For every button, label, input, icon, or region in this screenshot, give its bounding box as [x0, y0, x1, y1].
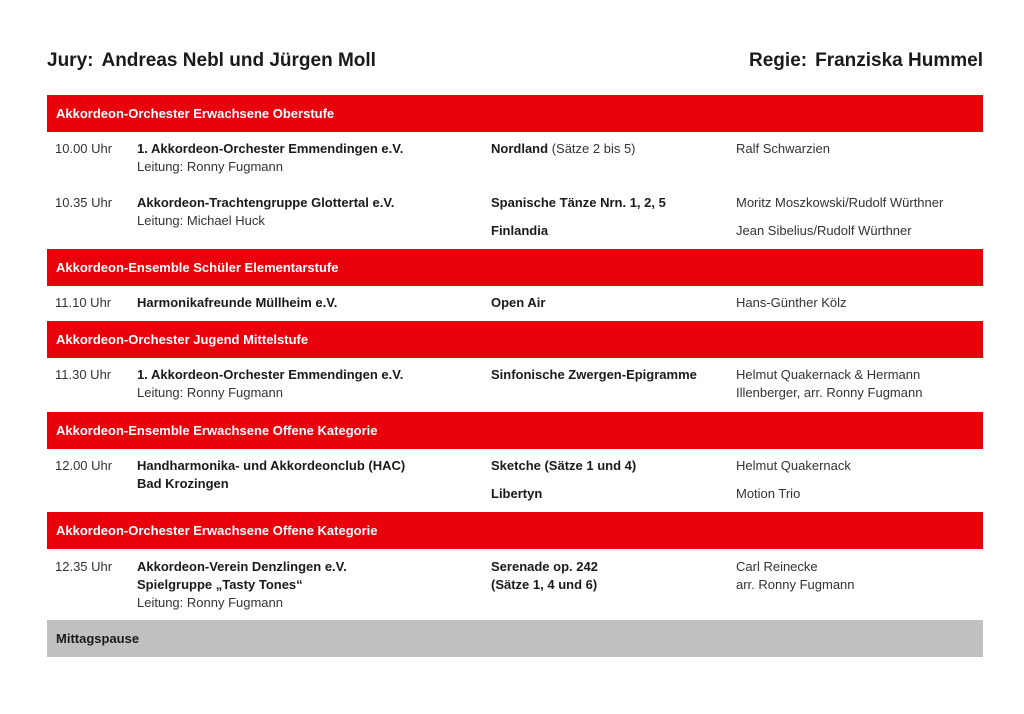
ensemble — [137, 194, 477, 230]
piece — [491, 558, 726, 594]
composer — [736, 457, 981, 503]
ensemble-name: Handharmonika- und Akkordeonclub (HAC) — [137, 458, 406, 473]
ensemble-leader: Leitung: Ronny Fugmann — [137, 385, 283, 400]
composer-name: Jean Sibelius/Rudolf Würthner — [736, 223, 912, 238]
jury-names: Andreas Nebl und Jürgen Moll — [101, 50, 376, 71]
piece-title-line2: (Sätze 1, 4 und 6) — [491, 577, 598, 592]
schedule-row — [47, 457, 983, 512]
ensemble-name: 1. Akkordeon-Orchester Emmendingen e.V. — [137, 141, 404, 156]
regie-label: Regie: — [749, 50, 808, 71]
category-title: Akkordeon-Orchester Jugend Mittelstufe — [47, 321, 983, 358]
category-title: Akkordeon-Ensemble Schüler Elementarstufe — [47, 249, 983, 286]
piece — [491, 194, 726, 240]
composer: Hans-Günther Kölz — [736, 295, 847, 310]
time: 10.00 Uhr — [55, 141, 113, 156]
ensemble-name: Bad Krozingen — [137, 476, 229, 491]
break-bar: Mittagspause — [47, 620, 983, 657]
regie-info — [749, 50, 983, 72]
ensemble — [137, 294, 477, 312]
piece-title: Finlandia — [491, 223, 549, 238]
composer-line: Helmut Quakernack & Hermann — [736, 367, 921, 382]
composer-line: Illenberger, arr. Ronny Fugmann — [736, 385, 923, 400]
piece — [491, 140, 726, 158]
category-title: Akkordeon-Orchester Erwachsene Offene Kategorie — [47, 512, 983, 549]
category-section — [47, 321, 983, 420]
jury-info — [47, 50, 376, 72]
ensemble-leader: Leitung: Michael Huck — [137, 213, 265, 228]
piece-note: (Sätze 2 bis 5) — [551, 141, 636, 156]
composer-name: Helmut Quakernack — [736, 458, 851, 473]
time: 11.30 Uhr — [55, 367, 112, 382]
schedule-row — [47, 558, 983, 628]
composer — [736, 366, 981, 402]
ensemble-leader: Leitung: Ronny Fugmann — [137, 159, 283, 174]
schedule-row — [47, 194, 983, 249]
composer-line: arr. Ronny Fugmann — [736, 577, 855, 592]
category-section — [47, 95, 983, 249]
time: 12.00 Uhr — [55, 458, 113, 473]
composer — [736, 558, 981, 594]
category-title: Akkordeon-Ensemble Erwachsene Offene Kategorie — [47, 412, 983, 449]
ensemble-name: Akkordeon-Verein Denzlingen e.V. — [137, 559, 347, 574]
ensemble-name: Akkordeon-Trachtengruppe Glottertal e.V. — [137, 195, 395, 210]
ensemble — [137, 558, 477, 612]
piece-title: Open Air — [491, 295, 546, 310]
time: 11.10 Uhr — [55, 295, 112, 310]
composer-name: Moritz Moszkowski/Rudolf Würthner — [736, 195, 944, 210]
category-section — [47, 412, 983, 512]
time: 12.35 Uhr — [55, 559, 113, 574]
composer-name: Motion Trio — [736, 486, 801, 501]
ensemble — [137, 366, 477, 402]
piece-title: Sinfonische Zwergen-Epigramme — [491, 367, 697, 382]
piece-title: Nordland — [491, 141, 549, 156]
piece-title: Serenade op. 242 — [491, 559, 598, 574]
break-section — [47, 620, 983, 657]
ensemble — [137, 457, 477, 493]
ensemble — [137, 140, 477, 176]
time: 10.35 Uhr — [55, 195, 113, 210]
ensemble-name: Harmonikafreunde Müllheim e.V. — [137, 295, 338, 310]
composer: Ralf Schwarzien — [736, 141, 830, 156]
piece-title: Sketche (Sätze 1 und 4) — [491, 458, 637, 473]
ensemble-leader: Leitung: Ronny Fugmann — [137, 595, 283, 610]
ensemble-name: Spielgruppe „Tasty Tones“ — [137, 577, 303, 592]
jury-label: Jury: — [47, 50, 94, 71]
composer-line: Carl Reinecke — [736, 559, 818, 574]
regie-name: Franziska Hummel — [815, 50, 983, 71]
piece-title: Spanische Tänze Nrn. 1, 2, 5 — [491, 195, 666, 210]
program-header — [47, 50, 983, 76]
piece — [491, 457, 726, 503]
category-title: Akkordeon-Orchester Erwachsene Oberstufe — [47, 95, 983, 132]
piece-title: Libertyn — [491, 486, 543, 501]
ensemble-name: 1. Akkordeon-Orchester Emmendingen e.V. — [137, 367, 404, 382]
category-section — [47, 249, 983, 328]
schedule-row — [47, 140, 983, 194]
category-section — [47, 512, 983, 628]
composer — [736, 194, 981, 240]
